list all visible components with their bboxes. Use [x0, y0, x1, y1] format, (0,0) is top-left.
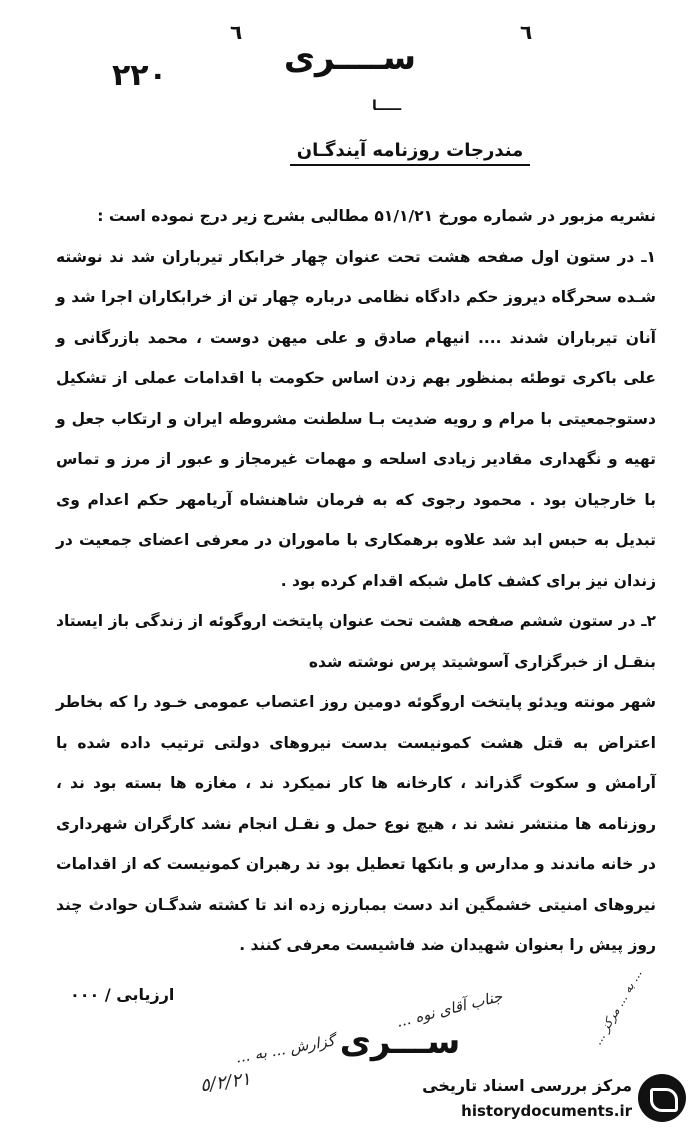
handwritten-note-3: ... به ... مرکز ...	[590, 966, 645, 1048]
evaluation-line: ارزیابی / ۰۰۰	[70, 985, 175, 1004]
handwritten-note-1: جناب آقای نوه ...	[394, 987, 505, 1031]
watermark-name: مرکز بررسی اسناد تاریخی	[422, 1076, 632, 1095]
intro-text: نشریه مزبور در شماره مورخ ۵۱/۱/۲۱ مطالبی بشرح زیر درج نموده است :	[97, 207, 656, 225]
corner-mark-right: ٦	[520, 20, 533, 44]
watermark-url: historydocuments.ir	[461, 1102, 632, 1120]
handwritten-number: ٢٢٠	[112, 58, 167, 93]
paragraph-2: شهر مونته ویدئو پایتخت اروگوئه دومین روز اعتصاب عمومی خـود را که بخاطر اعتراض به قتل هشت کمونیست بدست نیروهای دولتی ترتیب داده شده با آرامش و سکوت گذراند ، کارخانه ها کار نمیکرد ند ، مغازه ها بسته بود ند ، روزنامه ها منتشر نشد ند ، هیچ نوع حمل و نقـل انجام نشد کارگران شهرداری در خانه ماندند و مدارس و بانکها تعطیل بود ند رهبران کمونیست که از اقدامات نیروهای امنیتی خشمگین اند دست بمبارزه زده اند تا کشته شدگـان حوادث چند روز پیش را بعنوان شهیدان ضد فاشیست معرفی کنند .	[56, 693, 656, 954]
small-mark: ـــــا	[372, 98, 402, 114]
classification-bottom: ســـری	[339, 1022, 461, 1062]
classification-top: ســــری	[283, 38, 417, 78]
corner-mark-left: ٦	[230, 20, 243, 44]
paragraph-2-heading: ۲ـ در ستون ششم صفحه هشت تحت عنوان پایتخت اروگوئه از زندگی باز ایستاد بنقـل از خبرگزاری آسوشیتد پرس نوشته شده	[56, 612, 656, 671]
archive-logo-icon	[638, 1074, 686, 1122]
paragraph-1: ۱ـ در ستون اول صفحه هشت تحت عنوان چهار خرابکار تیرباران شد ند نوشته شـده سحرگاه دیروز حکم دادگاه نظامی درباره چهار تن از خرابکاران اجرا شد و آنان تیرباران شدند .... انیهام صادق و علی میهن دوست ، محمد بازرگانی و علی باکری توطئه بمنظور بهم زدن اساس حکومت با اقدامات عملی از تشکیل دستوجمعیتی با مرام و رویه ضدیت بـا سلطنت مشروطه ایران و ارتکاب جعل و تهیه و نگهداری مقادیر زیادی اسلحه و مهمات غیرمجاز و عبور از مرز و تماس با خارجیان بود . محمود رجوی که به فرمان شاهنشاه آریامهر حکم اعدام وی تبدیل به حبس ابد شد علاوه برهمکاری با ماموران در معرفی اعضای جمعیت در زندان نیز برای کشف کامل شبکه اقدام کرده بود .	[56, 247, 656, 590]
handwritten-date: ٥/٢/٢١	[198, 1068, 253, 1097]
watermark	[390, 1070, 690, 1132]
document-body	[56, 196, 656, 966]
handwritten-note-2: گزارش ... به ...	[234, 1031, 337, 1067]
document-title: مندرجات روزنامه آیندگـان	[290, 140, 530, 166]
